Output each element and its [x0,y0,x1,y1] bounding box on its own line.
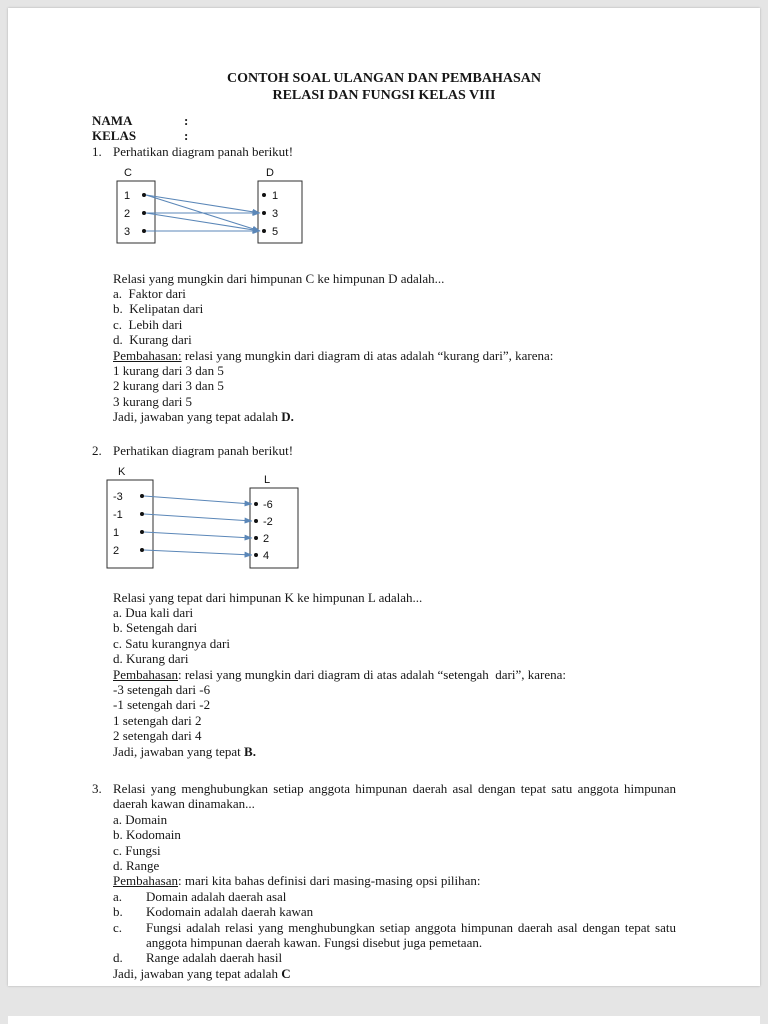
set-c-box [117,181,155,243]
set-l-item: -2 [263,516,273,529]
kelas-label: KELAS [92,128,137,144]
set-k-dot [140,548,144,552]
mapping-arrow [144,496,252,504]
pembahasan-line: 2 kurang dari 3 dan 5 [113,378,224,394]
nama-label: NAMA [92,113,133,128]
definition-text: Range adalah daerah hasil [146,950,283,966]
q1-pembahasan [113,348,676,363]
next-page-top-edge [8,1016,760,1024]
definition-letter: b. [113,904,123,920]
set-l-item: -6 [263,499,273,512]
q2-question: Relasi yang tepat dari himpunan K ke himpunan L adalah... [113,589,423,605]
option-line: d. Kurang dari [113,651,189,667]
q1-arrow-diagram [114,165,676,260]
definition-text: Kodomain adalah daerah kawan [146,904,314,920]
q3-body [113,812,676,981]
mapping-arrow [146,213,260,231]
q1-heading [92,144,676,159]
q2-arrow-diagram [104,464,676,579]
set-d-title: D [266,167,274,180]
q2-pembahasan [113,667,676,682]
pembahasan-line: 2 setengah dari 4 [113,728,202,744]
pembahasan-text: : relasi yang mungkin dari diagram di atas adalah “setengah dari”, karena: [177,666,567,682]
set-c-item: 1 [124,190,131,203]
q2-heading [92,443,676,458]
option-line: d. Kurang dari [113,332,192,348]
pembahasan-line: 1 setengah dari 2 [113,712,202,728]
answer-letter: C [281,965,291,981]
q3-pembahasan [113,873,676,888]
pembahasan-text: : mari kita bahas definisi dari masing-masing opsi pilihan: [177,873,481,889]
set-c-item: 3 [124,226,131,239]
conclusion-text: Jadi, jawaban yang tepat adalah [113,409,282,425]
set-l-dot [254,519,258,523]
kelas-row [92,128,676,143]
nama-colon: : [184,113,189,128]
set-l-dot [254,553,258,557]
option-line: c. Lebih dari [113,316,183,332]
title-line-2: RELASI DAN FUNGSI KELAS VIII [272,88,496,103]
definition-letter: a. [113,888,123,904]
q2-conclusion [113,744,676,759]
q1-number: 1. [92,143,102,159]
set-k-dot [140,512,144,516]
set-d-dot [262,229,266,233]
definition-letter: d. [113,950,123,966]
option-line: a. Dua kali dari [113,604,194,620]
option-line: b. Setengah dari [113,620,198,636]
document-page [8,8,760,986]
q1-question: Relasi yang mungkin dari himpunan C ke himpunan D adalah... [113,270,445,286]
definition-text: Fungsi adalah relasi yang menghubungkan setiap anggota himpunan daerah asal dengan tepat satu anggota himpunan daerah kawan. Fungsi disebut juga pemetaan. [146,919,676,951]
option-line: c. Satu kurangnya dari [113,635,230,651]
set-d-dot [262,211,266,215]
option-line: a. Faktor dari [113,286,186,302]
set-k-item: 2 [113,545,120,558]
set-d-item: 5 [272,226,279,239]
set-d-item: 1 [272,190,279,203]
q1-body [113,271,676,425]
set-c-item: 2 [124,208,131,221]
set-c-dot [142,229,146,233]
set-c-dot [142,193,146,197]
pembahasan-label: Pembahasan [113,873,178,889]
q2-diagram-svg [104,464,314,576]
q3-conclusion [113,966,676,981]
set-l-dot [254,502,258,506]
set-k-dot [140,494,144,498]
set-l-item: 4 [263,550,270,563]
set-l-title: L [264,474,271,487]
q2-number: 2. [92,442,102,458]
mapping-arrow [144,550,252,555]
kelas-colon: : [184,128,189,144]
pembahasan-text: relasi yang mungkin dari diagram di atas adalah “kurang dari”, karena: [181,347,554,363]
set-k-item: -1 [113,509,123,522]
option-line: c. Fungsi [113,842,161,858]
set-c-dot [142,211,146,215]
set-k-item: 1 [113,527,120,540]
set-c-title: C [124,167,132,180]
definition-item [113,889,676,904]
q3-heading [92,781,676,812]
pembahasan-label: Pembahasan [113,666,178,682]
set-k-title: K [118,466,126,479]
q3-question: Relasi yang menghubungkan setiap anggota himpunan daerah asal dengan tepat satu anggota himpunan daerah kawan dinamakan... [113,780,676,812]
document-title [92,70,676,104]
pembahasan-line: 1 kurang dari 3 dan 5 [113,363,224,379]
q2-body [113,590,676,759]
q3-number: 3. [92,780,102,796]
option-line: b. Kelipatan dari [113,301,204,317]
page-gap [8,986,760,1016]
page-content [8,8,760,981]
set-l-dot [254,536,258,540]
q1-diagram-svg [114,165,324,257]
mapping-arrow [146,195,260,213]
conclusion-text: Jadi, jawaban yang tepat adalah [113,965,282,981]
pembahasan-line: 3 kurang dari 5 [113,393,193,409]
q1-conclusion [113,409,676,424]
definition-item [113,904,676,919]
answer-letter: D. [281,409,294,425]
definition-item [113,920,676,951]
conclusion-text: Jadi, jawaban yang tepat [113,743,245,759]
pembahasan-label: Pembahasan: [113,347,182,363]
title-line-1: CONTOH SOAL ULANGAN DAN PEMBAHASAN [227,71,541,86]
definition-text: Domain adalah daerah asal [146,888,287,904]
option-line: d. Range [113,858,160,873]
mapping-arrow [144,532,252,538]
definition-letter: c. [113,919,123,935]
set-k-dot [140,530,144,534]
set-d-item: 3 [272,208,279,221]
set-k-item: -3 [113,491,123,504]
q2-intro: Perhatikan diagram panah berikut! [113,442,294,458]
definition-item [113,950,676,965]
q1-intro: Perhatikan diagram panah berikut! [113,143,294,159]
nama-row [92,113,676,128]
answer-letter: B. [244,743,256,759]
set-d-dot [262,193,266,197]
set-l-item: 2 [263,533,270,546]
mapping-arrow [144,514,252,521]
option-line: a. Domain [113,811,168,827]
pembahasan-line: -1 setengah dari -2 [113,697,211,713]
pembahasan-line: -3 setengah dari -6 [113,681,211,697]
option-line: b. Kodomain [113,827,181,843]
